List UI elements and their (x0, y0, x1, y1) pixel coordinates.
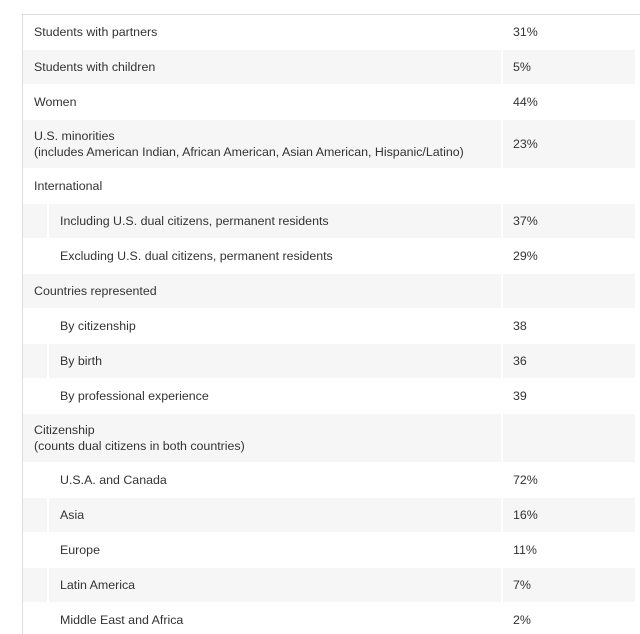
row-label: Students with partners (23, 15, 501, 50)
table-row (23, 85, 635, 120)
row-value: 39 (501, 379, 635, 414)
row-value: 36 (501, 344, 635, 379)
table-row (23, 204, 635, 239)
table-row (23, 50, 635, 85)
row-label: Women (23, 85, 501, 120)
row-label (23, 414, 501, 463)
row-label: Excluding U.S. dual citizens, permanent residents (47, 239, 501, 274)
row-label: Asia (47, 498, 501, 533)
indent-spacer (23, 309, 47, 344)
indent-spacer (23, 463, 47, 498)
table-row (23, 309, 635, 344)
row-label: Countries represented (23, 274, 501, 309)
table-row (23, 15, 635, 50)
row-value: 38 (501, 309, 635, 344)
row-label: U.S.A. and Canada (47, 463, 501, 498)
row-label: By birth (47, 344, 501, 379)
table-row (23, 379, 635, 414)
indent-spacer (23, 498, 47, 533)
table-row (23, 568, 635, 603)
row-value: 16% (501, 498, 635, 533)
table-row (23, 463, 635, 498)
row-label-line2: (includes American Indian, African American, Asian American, Hispanic/Latino) (34, 145, 464, 159)
row-label: Europe (47, 533, 501, 568)
class-profile-table (23, 15, 635, 634)
row-value (501, 274, 635, 309)
indent-spacer (23, 603, 47, 634)
table-row (23, 274, 635, 309)
row-value: 31% (501, 15, 635, 50)
table-row (23, 239, 635, 274)
row-label-line2: (counts dual citizens in both countries) (34, 439, 245, 453)
table-row (23, 533, 635, 568)
row-label: Including U.S. dual citizens, permanent residents (47, 204, 501, 239)
row-value: 7% (501, 568, 635, 603)
table-row (23, 498, 635, 533)
row-label: By professional experience (47, 379, 501, 414)
indent-spacer (23, 568, 47, 603)
table-row (23, 603, 635, 634)
row-label: Latin America (47, 568, 501, 603)
row-value (501, 414, 635, 463)
indent-spacer (23, 204, 47, 239)
indent-spacer (23, 239, 47, 274)
table-row (23, 120, 635, 169)
row-value: 11% (501, 533, 635, 568)
row-label: Middle East and Africa (47, 603, 501, 634)
row-value: 37% (501, 204, 635, 239)
table-row (23, 414, 635, 463)
row-value: 44% (501, 85, 635, 120)
row-value: 2% (501, 603, 635, 634)
row-label (23, 120, 501, 169)
indent-spacer (23, 379, 47, 414)
row-label: International (23, 169, 501, 204)
indent-spacer (23, 344, 47, 379)
table-row (23, 169, 635, 204)
row-label-line1: U.S. minorities (34, 129, 115, 143)
row-label: Students with children (23, 50, 501, 85)
row-value: 72% (501, 463, 635, 498)
row-value (501, 169, 635, 204)
row-value: 29% (501, 239, 635, 274)
row-label-line1: Citizenship (34, 423, 95, 437)
row-value: 23% (501, 120, 635, 169)
row-value: 5% (501, 50, 635, 85)
indent-spacer (23, 533, 47, 568)
stats-table-frame (22, 14, 640, 634)
table-row (23, 344, 635, 379)
row-label: By citizenship (47, 309, 501, 344)
